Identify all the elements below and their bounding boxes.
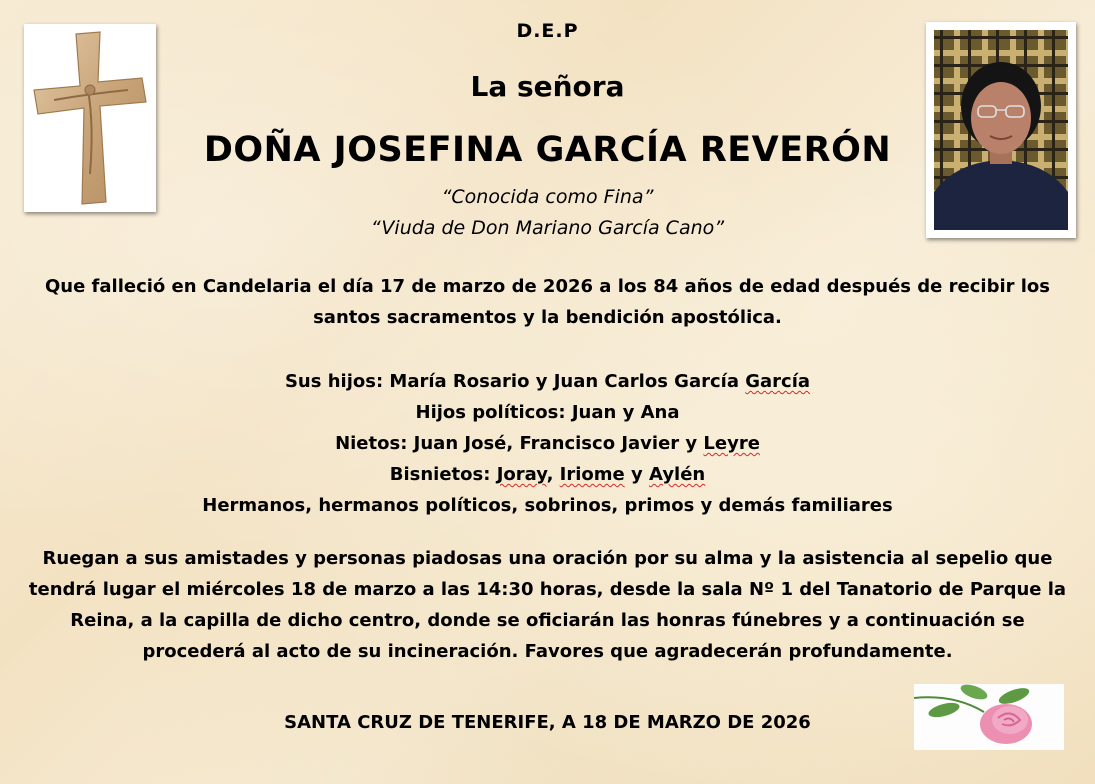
spellcheck-word: Iriome xyxy=(559,464,625,485)
other-relatives-line: Hermanos, hermanos políticos, sobrinos, primos y demás familiares xyxy=(202,495,893,516)
rose-image-frame xyxy=(914,684,1064,750)
funeral-request-paragraph: Ruegan a sus amistades y personas piadosas una oración por su alma y la asistencia al sepelio que tendrá lugar el miércoles 18 de marzo a las 14:30 horas, desde la sala Nº 1 del Tanatorio de Parque la Reina, a la capilla de dicho centro, donde se oficiarán las honras fúnebres y a continuación se procederá al acto de su incineración. Favores que agradecerán profundamente. xyxy=(28,548,1067,662)
spellcheck-word: Leyre xyxy=(703,433,760,454)
family-list xyxy=(22,366,1073,521)
widow-line: “Viuda de Don Mariano García Cano” xyxy=(370,217,725,239)
great-grandchildren-line: Bisnietos: Joray, Iriome y Aylén xyxy=(389,464,706,485)
wooden-cross-icon xyxy=(24,24,156,212)
children-line: Sus hijos: María Rosario y Juan Carlos García García xyxy=(284,371,811,392)
cross-image-frame xyxy=(24,24,156,212)
in-laws-line: Hijos políticos: Juan y Ana xyxy=(415,402,680,423)
place-date-line: SANTA CRUZ DE TENERIFE, A 18 DE MARZO DE 2026 xyxy=(284,712,811,733)
dep-heading: D.E.P xyxy=(516,20,579,42)
deceased-name: DOÑA JOSEFINA GARCÍA REVERÓN xyxy=(203,130,892,170)
grandchildren-line: Nietos: Juan José, Francisco Javier y Leyre xyxy=(335,433,760,454)
spellcheck-word: Aylén xyxy=(649,464,706,485)
title-prefix: La señora xyxy=(470,70,625,103)
spellcheck-word: Joray xyxy=(496,464,547,485)
death-notice-paragraph: Que falleció en Candelaria el día 17 de marzo de 2026 a los 84 años de edad después de recibir los santos sacramentos y la bendición apostólica. xyxy=(44,276,1051,328)
pink-rose-icon xyxy=(914,684,1064,750)
spellcheck-word: García xyxy=(745,371,811,392)
alias-line: “Conocida como Fina” xyxy=(441,186,654,208)
